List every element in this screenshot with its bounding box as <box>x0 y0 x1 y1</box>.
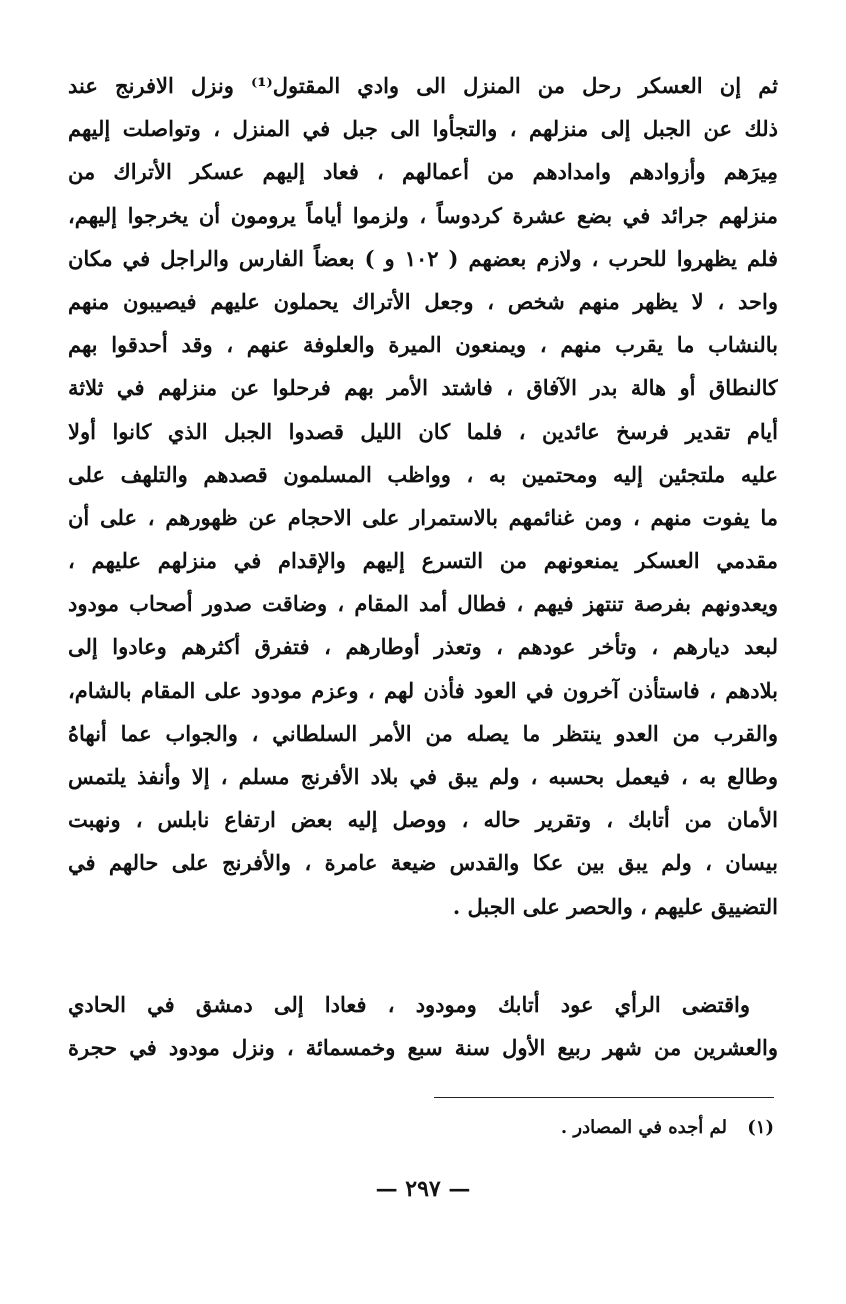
text-line: ذلك عن الجبل إلى منزلهم ، والتجأوا الى جبل في المنزل ، وتواصلت إليهم <box>68 116 778 142</box>
text-line: واحد ، لا يظهر منهم شخص ، وجعل الأتراك يحملون عليهم فيصيبون منهم <box>68 288 778 314</box>
main-paragraph <box>68 64 778 928</box>
footnote-marker: (١) <box>747 1117 774 1138</box>
text-line: التضييق عليهم ، والحصر على الجبل . <box>452 893 778 919</box>
text-line: كالنطاق أو هالة بدر الآفاق ، فاشتد الأمر بهم فرحلوا عن منزلهم في ثلاثة <box>68 375 778 401</box>
text-line: والقرب من العدو ينتظر ما يصله من الأمر السلطاني ، والجواب عما أنهاهُ <box>68 720 778 746</box>
footnote-text: لم أجده في المصادر . <box>560 1117 727 1138</box>
text-line: فلم يظهروا للحرب ، ولازم بعضهم ( ١٠٢ و ) بعضاً الفارس والراجل في مكان <box>68 245 778 271</box>
text-line: وطالع به ، فيعمل بحسبه ، ولم يبق في بلاد الأفرنج مسلم ، إلا وأنفذ يلتمس <box>68 764 778 789</box>
text-line: بالنشاب ما يقرب منهم ، ويمنعون الميرة والعلوفة عنهم ، وقد أحدقوا بهم <box>68 332 778 358</box>
text-line: لبعد ديارهم ، وتأخر عودهم ، وتعذر أوطارهم ، فتفرق أكثرهم وعادوا إلى <box>68 634 778 660</box>
text-line: ويعدونهم بفرصة تنتهز فيهم ، فطال أمد المقام ، وضاقت صدور أصحاب مودود <box>68 591 778 617</box>
text-line: مقدمي العسكر يمنعونهم من التسرع إليهم والإقدام في منزلهم عليهم ، <box>68 548 778 574</box>
text-line: بيسان ، ولم يبق بين عكا والقدس ضيعة عامرة ، والأفرنج على حالهم في <box>68 850 778 876</box>
text-line: ما يفوت منهم ، ومن غنائمهم بالاستمرار على الاحجام عن ظهورهم ، على أن <box>68 504 778 530</box>
text-line: منزلهم جرائد في بضع عشرة كردوساً ، ولزموا أياماً يرومون أن يخرجوا إليهم، <box>68 202 778 228</box>
text-line: بلادهم ، فاستأذن آخرون في العود فأذن لهم ، وعزم مودود على المقام بالشام، <box>68 677 778 703</box>
text-line: واقتضى الرأي عود أتابك ومودود ، فعادا إلى دمشق في الحادي <box>68 992 750 1017</box>
text-line: والعشرين من شهر ربيع الأول سنة سبع وخمسمائة ، ونزل مودود في حجرة <box>68 1035 778 1061</box>
page-number: — ٢٩٧ — <box>375 1176 471 1202</box>
second-paragraph <box>68 983 778 1069</box>
text-line: ثم إن العسكر رحل من المنزل الى وادي المقتول⁽¹⁾ ونزل الافرنج عند <box>68 73 778 98</box>
text-line: الأمان من أتابك ، وتقرير حاله ، ووصل إليه بعض ارتفاع نابلس ، ونهبت <box>68 807 778 833</box>
footnote-divider <box>434 1097 774 1098</box>
footnote <box>74 1117 774 1138</box>
text-line: أيام تقدير فرسخ عائدين ، فلما كان الليل قصدوا الجبل الذي كانوا أولا <box>68 418 778 444</box>
text-line: عليه ملتجئين إليه ومحتمين به ، وواظب المسلمون قصدهم والتلهف على <box>68 461 778 487</box>
text-line: مِيرَهم وأزوادهم وامدادهم من أعمالهم ، فعاد إليهم عسكر الأتراك من <box>68 159 778 185</box>
